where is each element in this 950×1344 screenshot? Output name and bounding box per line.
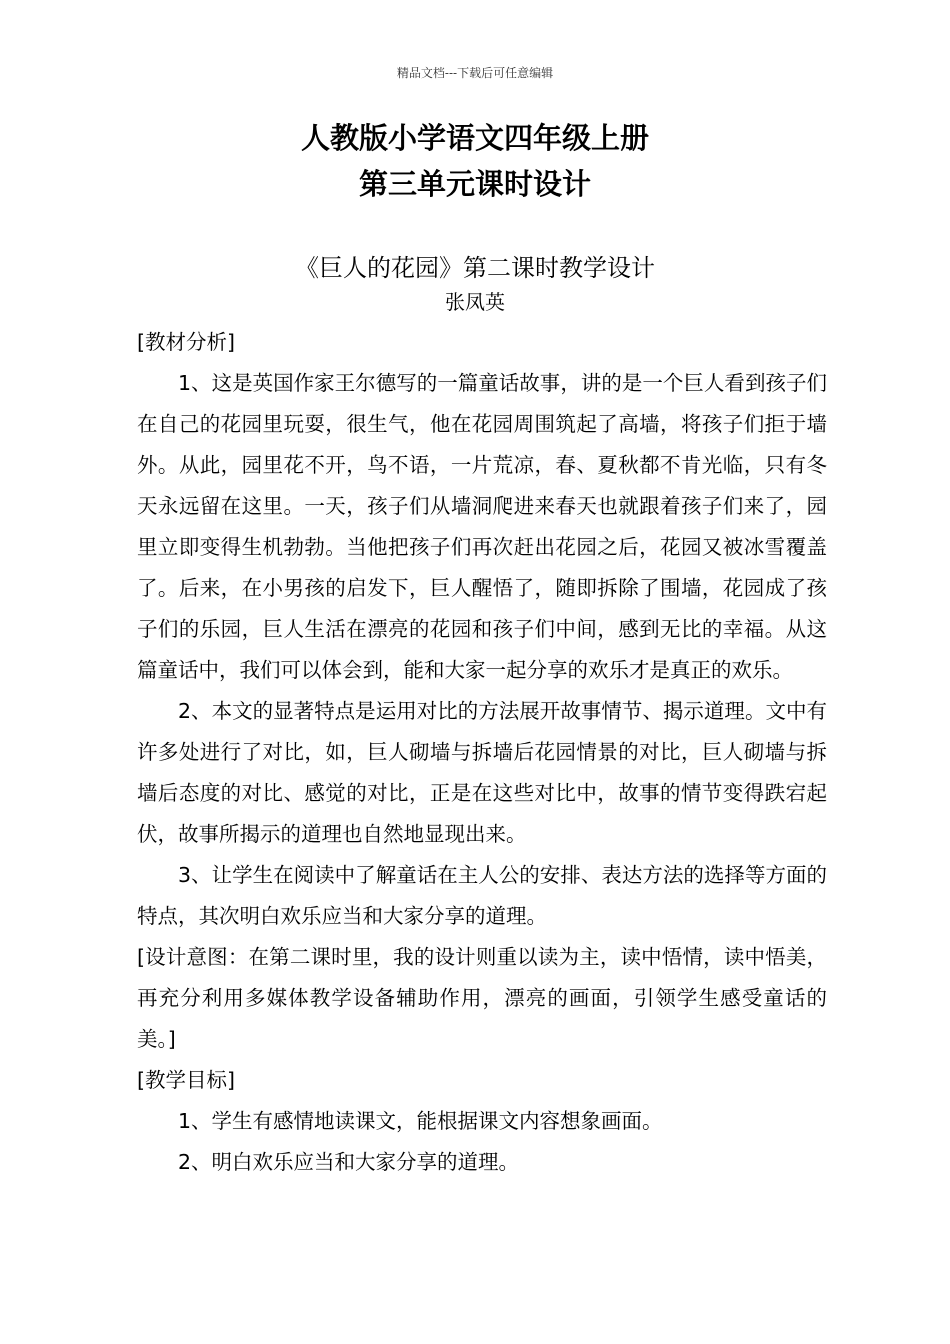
main-title-line-1: 人教版小学语文四年级上册: [300, 121, 649, 155]
section-heading-analysis: [教材分析]: [137, 330, 235, 354]
header-note: 精品文档---下载后可任意编辑: [396, 66, 554, 80]
analysis-paragraph-3: 3、让学生在阅读中了解童话在主人公的安排、表达方法的选择等方面的特点，其次明白欢乐应当和大家分享的道理。: [137, 863, 827, 928]
section-heading-goals: [教学目标]: [137, 1068, 235, 1092]
document-body: [137, 322, 827, 1183]
author-name: 张凤英: [445, 290, 505, 314]
goal-item-2: 2、明白欢乐应当和大家分享的道理。: [178, 1150, 520, 1174]
analysis-paragraph-1: 1、这是英国作家王尔德写的一篇童话故事，讲的是一个巨人看到孩子们在自己的花园里玩耍，很生气，他在花园周围筑起了高墙，将孩子们拒于墙外。从此，园里花不开，鸟不语，一片荒凉，春、夏秋都不肯光临，只有冬天永远留在这里。一天，孩子们从墙洞爬进来春天也就跟着孩子们来了，园里立即变得生机勃勃。当他把孩子们再次赶出花园之后，花园又被冰雪覆盖了。后来，在小男孩的启发下，巨人醒悟了，随即拆除了围墙，花园成了孩子们的乐园，巨人生活在漂亮的花园和孩子们中间，感到无比的幸福。从这篇童话中，我们可以体会到，能和大家一起分享的欢乐才是真正的欢乐。: [137, 371, 827, 682]
main-title-line-2: 第三单元课时设计: [358, 167, 591, 201]
goal-item-1: 1、学生有感情地读课文，能根据课文内容想象画面。: [178, 1109, 663, 1133]
lesson-title: 《巨人的花园》第二课时教学设计: [295, 254, 655, 282]
analysis-paragraph-2: 2、本文的显著特点是运用对比的方法展开故事情节、揭示道理。文中有许多处进行了对比，如，巨人砌墙与拆墙后花园情景的对比，巨人砌墙与拆墙后态度的对比、感觉的对比，正是在这些对比中，故事的情节变得跌宕起伏，故事所揭示的道理也自然地显现出来。: [137, 699, 827, 846]
design-intent-paragraph: [设计意图：在第二课时里，我的设计则重以读为主，读中悟情，读中悟美，再充分利用多媒体教学设备辅助作用，漂亮的画面，引领学生感受童话的美。]: [137, 945, 827, 1051]
